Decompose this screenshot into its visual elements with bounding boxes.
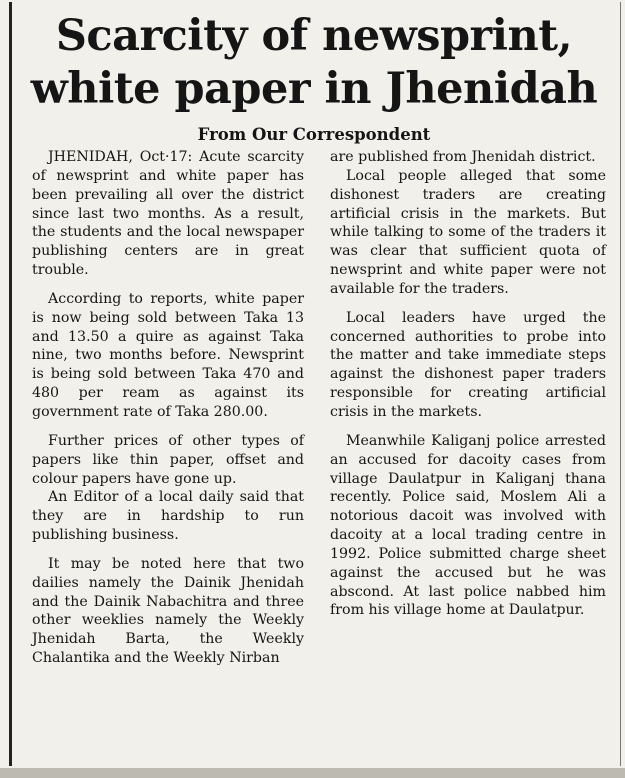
headline-line-2: white paper in Jhenidah: [30, 64, 598, 114]
headline: [14, 10, 614, 116]
byline: From Our Correspondent: [197, 125, 431, 144]
paragraph-prices: According to reports, white paper is now being sold between Taka 13 and 13.50 a quire as against Taka nine, two months before. Newsprint is being sold between Taka 470 and 480 per ream as against its government rate of Taka 280.00.: [32, 290, 304, 420]
right-column: [330, 148, 606, 620]
headline-line-1: Scarcity of newsprint,: [55, 11, 573, 61]
paragraph-dateline: JHENIDAH, Oct·17: Acute scarcity of newsprint and white paper has been prevailing all over the district since last two months. As a result, the students and the local newspaper publishing centers are in great trouble.: [32, 149, 304, 279]
paragraph-leaders: Local leaders have urged the concerned authorities to probe into the matter and take immediate steps against the dishonest paper traders responsible for creating artificial crisis in the markets.: [330, 309, 606, 420]
paragraph-dailies: It may be noted here that two dailies namely the Dainik Jhenidah and the Dainik Nabachitra and three other weeklies namely the Weekly Jhenidah Barta, the Weekly Chalantika and the Weekly Nirban: [32, 555, 304, 667]
left-column: [32, 148, 304, 668]
paragraph-continuation: are published from Jhenidah district.: [330, 149, 596, 165]
paragraph-police: Meanwhile Kaliganj police arrested an accused for dacoity cases from village Daulatpur in Kaliganj thana recently. Police said, Moslem Ali a notorious dacoit was involved with dacoity at a local trading centre in 1992. Police submitted charge sheet against the accused but he was abscond. At last police nabbed him from his village home at Daulatpur.: [330, 432, 606, 619]
paragraph-allegation: Local people alleged that some dishonest traders are creating artificial crisis in the markets. But while talking to some of the traders it was clear that sufficient quota of newsprint and white paper were not available for the traders.: [330, 167, 606, 297]
paragraph-other-papers: Further prices of other types of papers like thin paper, offset and colour papers have gone up.: [32, 432, 304, 487]
bottom-edge: [0, 768, 625, 778]
paragraph-editor: An Editor of a local daily said that they are in hardship to run publishing business.: [32, 489, 304, 544]
